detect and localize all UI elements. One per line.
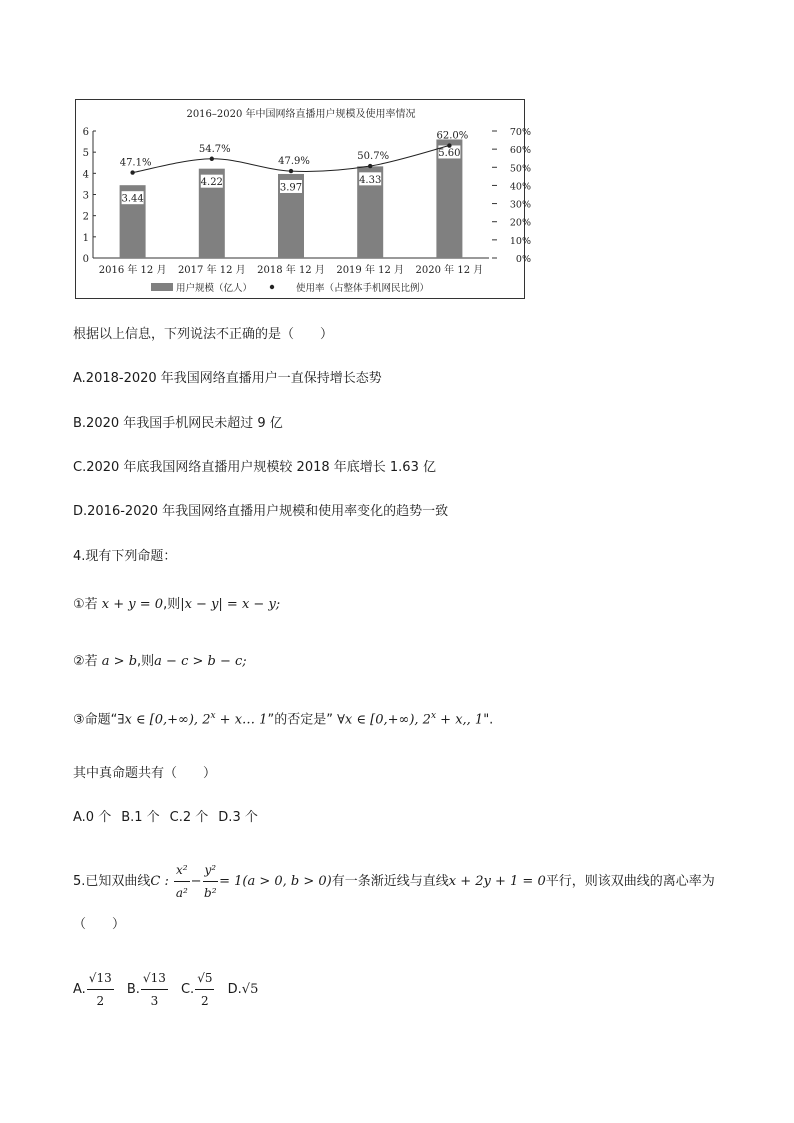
x-tick-label: 2019 年 12 月 — [336, 265, 405, 276]
usage-rate-label: 47.9% — [278, 156, 310, 168]
y-tick-label-right: 60% — [509, 145, 531, 157]
chart-svg — [76, 100, 531, 300]
q5-option-c-num: √5 — [195, 968, 214, 990]
q4-prop-3 — [73, 712, 493, 726]
y-tick-label-left: 2 — [82, 211, 89, 223]
q3-option-a: A.2018-2020 年我国网络直播用户一直保持增长态势 — [73, 371, 382, 386]
q5-option-c — [180, 971, 216, 1008]
q5-line-eq: x + 2y + 1 = 0 — [448, 874, 546, 889]
y-tick-label-right: 30% — [509, 199, 531, 211]
legend-bar-swatch — [151, 283, 173, 291]
q5-option-d — [228, 982, 259, 997]
usage-rate-point — [210, 157, 214, 161]
q4-option-c: C.2 个 — [169, 810, 209, 825]
q5-fraction-1 — [174, 860, 190, 903]
y-tick-label-right: 20% — [509, 217, 531, 229]
y-tick-label-right: 40% — [509, 181, 531, 193]
q4-prop-1 — [73, 598, 280, 611]
y-tick-label-left: 6 — [82, 127, 89, 138]
q5-eq: = 1(a > 0, b > 0) — [219, 874, 332, 889]
q5-option-d-label: D. — [227, 982, 242, 997]
q5-tail: 平行，则该双曲线的离心率为 — [545, 874, 715, 889]
q5-paren: （ ） — [73, 917, 126, 932]
q4-option-a: A.0 个 — [73, 810, 112, 825]
q5-option-b-label: B. — [126, 982, 140, 997]
q5-option-a-frac — [87, 968, 114, 1011]
chart-title: 2016–2020 年中国网络直播用户规模及使用率情况 — [186, 109, 416, 120]
usage-rate-label: 54.7% — [198, 143, 231, 155]
q5-stem — [73, 860, 715, 903]
q4-p3-a: ∃x ∈ [0,+∞), 2 — [117, 712, 211, 728]
q5-minus: − — [190, 874, 202, 889]
q5-frac2-den: b² — [204, 886, 217, 900]
q5-option-a-label: A. — [73, 982, 86, 997]
q5-option-b-frac — [141, 968, 168, 1011]
x-tick-label: 2016 年 12 月 — [98, 265, 167, 276]
q5-frac1-num: x² — [174, 860, 190, 882]
live-streaming-chart — [75, 99, 531, 299]
q4-prop-2 — [73, 655, 247, 668]
q5-options — [73, 968, 258, 1011]
q4-p1-prefix: ①若 — [73, 597, 102, 612]
q4-p3-mid: ”的否定是” — [267, 712, 333, 728]
usage-rate-label: 62.0% — [436, 130, 469, 142]
q5-option-c-den: 2 — [201, 994, 209, 1008]
q5-middle: 有一条渐近线与直线 — [331, 874, 449, 889]
q5-frac2-num: y² — [203, 860, 219, 882]
q4-p1-expr: |x − y| = x − y; — [180, 597, 281, 612]
usage-rate-label: 47.1% — [119, 157, 152, 169]
q4-option-b: B.1 个 — [121, 810, 160, 825]
usage-rate-point — [289, 169, 293, 173]
q5-option-b — [126, 971, 169, 1008]
y-tick-label-left: 4 — [82, 169, 89, 181]
q4-p3-a-sup: x — [210, 711, 216, 721]
x-tick-label: 2017 年 12 月 — [177, 265, 246, 276]
q5-prefix: 5.已知双曲线 — [73, 874, 151, 889]
q5-option-b-num: √13 — [141, 968, 168, 990]
q4-option-d: D.3 个 — [218, 810, 258, 825]
bar-label: 5.60 — [438, 147, 461, 159]
usage-rate-point — [130, 170, 134, 174]
q4-p2-expr: a − c > b − c; — [154, 654, 247, 669]
q5-colon: : — [160, 874, 174, 889]
y-tick-label-right: 0% — [515, 254, 531, 265]
q4-p3-c-sup: x — [430, 711, 437, 721]
legend-line-label: 使用率（占整体手机网民比例） — [296, 283, 430, 294]
y-tick-label-right: 10% — [509, 235, 531, 247]
q3-option-c: C.2020 年底我国网络直播用户规模较 2018 年底增长 1.63 亿 — [73, 460, 436, 475]
bar-label: 4.33 — [359, 174, 382, 186]
q5-option-d-value: √5 — [241, 982, 259, 997]
y-tick-label-left: 1 — [82, 232, 89, 244]
y-tick-label-left: 0 — [82, 254, 89, 265]
q5-option-c-label: C. — [180, 982, 195, 997]
q5-option-a — [73, 971, 115, 1008]
q4-p1-cond: x + y = 0 — [101, 597, 164, 612]
q4-p3-prefix: ③命题“ — [73, 712, 118, 728]
q4-stem: 4.现有下列命题： — [73, 549, 177, 564]
q5-option-c-frac — [195, 968, 214, 1011]
q4-p2-cond: a > b — [101, 654, 138, 669]
q5-fraction-2 — [203, 860, 219, 903]
q4-p3-b: + x… 1 — [215, 712, 268, 728]
q4-count-stem: 其中真命题共有（ ） — [73, 766, 217, 781]
q4-p2-prefix: ②若 — [73, 654, 102, 669]
q5-frac1-den: a² — [175, 886, 188, 900]
q5-curve-name: C — [150, 874, 161, 889]
q3-option-b: B.2020 年我国手机网民未超过 9 亿 — [73, 416, 283, 431]
legend-line-marker — [270, 285, 274, 289]
bar-label: 4.22 — [200, 177, 223, 189]
q4-p1-mid: ,则 — [163, 597, 181, 612]
q5-option-a-den: 2 — [96, 994, 105, 1008]
q5-option-b-den: 3 — [150, 994, 159, 1008]
y-tick-label-right: 70% — [509, 127, 531, 138]
q5-option-a-num: √13 — [87, 968, 114, 990]
q4-p3-end: ". — [483, 712, 494, 728]
x-tick-label: 2018 年 12 月 — [257, 265, 325, 276]
q4-options — [73, 811, 268, 824]
usage-rate-point — [368, 164, 372, 168]
usage-rate-label: 50.7% — [357, 151, 390, 163]
y-tick-label-right: 50% — [509, 163, 531, 175]
q3-option-d: D.2016-2020 年我国网络直播用户规模和使用率变化的趋势一致 — [73, 504, 449, 519]
bar-label: 3.44 — [121, 193, 144, 205]
q4-p3-c: ∀x ∈ [0,+∞), 2 — [332, 712, 431, 728]
x-tick-label: 2020 年 12 月 — [415, 265, 484, 276]
y-tick-label-left: 3 — [82, 190, 89, 202]
q4-p2-mid: ,则 — [137, 654, 155, 669]
bar-label: 3.97 — [279, 182, 303, 194]
q3-stem: 根据以上信息，下列说法不正确的是（ ） — [73, 327, 334, 342]
legend-bar-label: 用户规模（亿人） — [176, 283, 253, 294]
q4-p3-d: + x,, 1 — [436, 712, 484, 728]
usage-rate-point — [447, 143, 451, 147]
y-tick-label-left: 5 — [82, 148, 89, 160]
